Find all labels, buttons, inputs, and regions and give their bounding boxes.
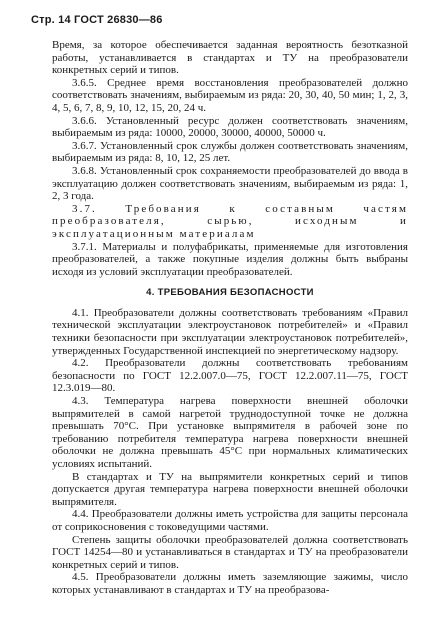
paragraph: 4.5. Преобразователи должны иметь заземляющие зажимы, число которых устанавливают в стандартах и ТУ на преобразова- — [52, 571, 408, 596]
page-header: Стр. 14 ГОСТ 26830—86 — [31, 14, 163, 26]
paragraph: 3.6.5. Среднее время восстановления преобразователей должно соответствовать значениям, выбираемым из ряда: 20, 30, 40, 50 мин; 1, 2, 3, 4, 5, 6, 7, 8, 9, 10, 12, 15, 20, 24 ч. — [52, 76, 408, 114]
document-body — [52, 39, 408, 597]
paragraph: Степень защиты оболочки преобразователей должна соответствовать ГОСТ 14254—80 и устанавливаться в стандартах и ТУ на преобразователи конкретных серий и типов. — [52, 533, 408, 571]
paragraph: 3.6.7. Установленный срок службы должен соответствовать значениям, выбираемым из ряда: 8, 10, 12, 25 лет. — [52, 139, 408, 165]
paragraph: 4.2. Преобразователи должны соответствовать требованиям безопасности по ГОСТ 12.2.007.0—75, ГОСТ 12.2.007.11—75, ГОСТ 12.3.019—80. — [52, 357, 408, 395]
subsection-heading: 3.7. Требования к составным частям преобразователя, сырью, исходным и эксплуатационным материалам — [52, 202, 408, 240]
paragraph: Время, за которое обеспечивается заданная вероятность безотказной работы, устанавливается в стандартах и ТУ на преобразователи конкретных серий и типов. — [52, 39, 408, 77]
section-title: 4. ТРЕБОВАНИЯ БЕЗОПАСНОСТИ — [146, 287, 314, 299]
paragraph: 4.3. Температура нагрева поверхности внешней оболочки выпрямителей в самой нагретой труднодоступной точке не должна превышать 70°С. При установке выпрямителя в рабочей зоне по требованию потребителя температура нагрева поверхности внешней оболочки не должна превышать 45°С при нормальных климатических условиях испытаний. — [52, 395, 408, 470]
paragraph: 3.6.8. Установленный срок сохраняемости преобразователей до ввода в эксплуатацию должен соответствовать значениям, выбираемым из ряда: 1, 2, 3 года. — [52, 164, 408, 203]
paragraph: 3.6.6. Установленный ресурс должен соответствовать значениям, выбираемым из ряда: 10000, 20000, 30000, 40000, 50000 ч. — [52, 114, 408, 140]
paragraph: В стандартах и ТУ на выпрямители конкретных серий и типов допускается другая температура нагрева поверхности внешней оболочки выпрямителя. — [52, 470, 408, 508]
paragraph: 4.1. Преобразователи должны соответствовать требованиям «Правил технической эксплуатации электроустановок потребителей» и «Правил техники безопасности при эксплуатации электроустановок потребителей», утвержденных Государственной инспекцией по энергетическому надзору. — [52, 306, 408, 357]
paragraph: 4.4. Преобразователи должны иметь устройства для защиты персонала от соприкосновения с токоведущими частями. — [52, 508, 408, 533]
paragraph: 3.7.1. Материалы и полуфабрикаты, применяемые для изготовления преобразователей, а также покупные изделия должны быть выбраны исходя из условий эксплуатации преобразователей. — [52, 240, 408, 278]
